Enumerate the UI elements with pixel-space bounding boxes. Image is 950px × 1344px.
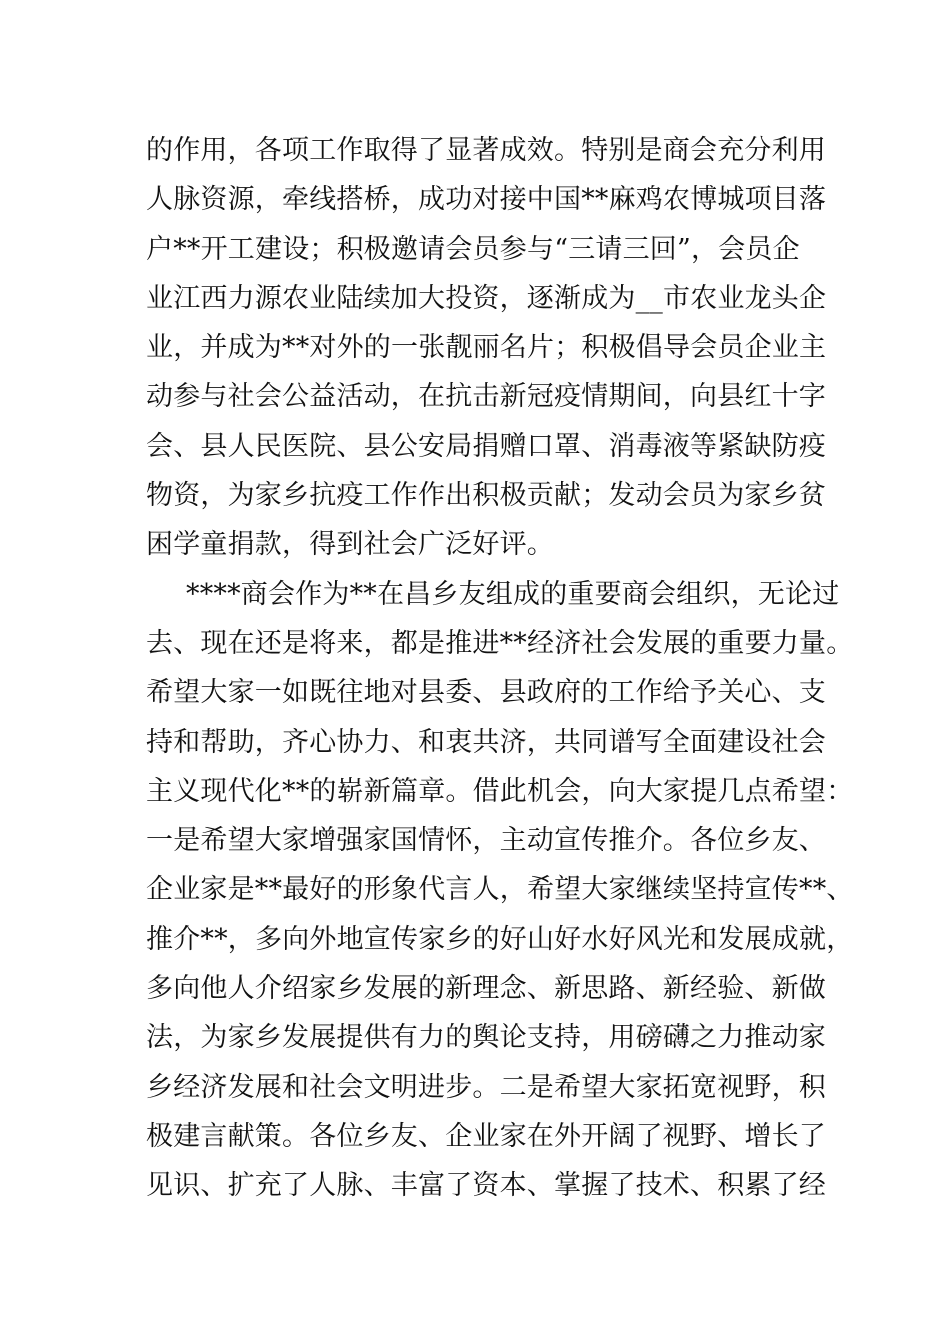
body-text bbox=[146, 126, 854, 1211]
text-line: 的作用，各项工作取得了显著成效。特别是商会充分利用 bbox=[146, 135, 826, 166]
text-line: 主义现代化**的崭新篇章。借此机会，向大家提几点希望： bbox=[146, 775, 854, 807]
text-line: 推介**，多向外地宣传家乡的好山好水好风光和发展成就， bbox=[146, 923, 854, 955]
text-line: 物资，为家乡抗疫工作作出积极贡献；发动会员为家乡贫 bbox=[146, 480, 826, 512]
text-line: 见识、扩充了人脉、丰富了资本、掌握了技术、积累了经 bbox=[146, 1170, 826, 1202]
text-line: 人脉资源，牵线搭桥，成功对接中国**麻鸡农博城项目落 bbox=[146, 184, 827, 216]
text-line: 去、现在还是将来，都是推进**经济社会发展的重要力量。 bbox=[146, 627, 854, 659]
text-line: 业，并成为**对外的一张靓丽名片；积极倡导会员企业主 bbox=[146, 332, 827, 364]
text-line: 户**开工建设；积极邀请会员参与“三请三回”，会员企 bbox=[146, 233, 800, 265]
text-line: 企业家是**最好的形象代言人，希望大家继续坚持宣传**、 bbox=[146, 874, 854, 906]
text-line: 持和帮助，齐心协力、和衷共济，共同谱写全面建设社会 bbox=[146, 726, 826, 758]
text-line: 希望大家一如既往地对县委、县政府的工作给予关心、支 bbox=[146, 677, 826, 709]
text-line: 会、县人民医院、县公安局捐赠口罩、消毒液等紧缺防疫 bbox=[146, 430, 826, 462]
text-line: 法，为家乡发展提供有力的舆论支持，用磅礴之力推动家 bbox=[146, 1022, 826, 1054]
text-line: 业江西力源农业陆续加大投资，逐渐成为__市农业龙头企 bbox=[146, 282, 827, 314]
text-line: 乡经济发展和社会文明进步。二是希望大家拓宽视野，积 bbox=[146, 1071, 826, 1103]
text-line: 动参与社会公益活动，在抗击新冠疫情期间，向县红十字 bbox=[146, 381, 826, 413]
text-line: 一是希望大家增强家国情怀，主动宣传推介。各位乡友、 bbox=[146, 825, 826, 857]
text-line: 困学童捐款，得到社会广泛好评。 bbox=[146, 529, 554, 561]
paragraph-start-line: ****商会作为**在昌乡友组成的重要商会组织，无论过 bbox=[186, 578, 840, 610]
text-line: 多向他人介绍家乡发展的新理念、新思路、新经验、新做 bbox=[146, 973, 826, 1005]
text-line: 极建言献策。各位乡友、企业家在外开阔了视野、增长了 bbox=[146, 1120, 826, 1152]
